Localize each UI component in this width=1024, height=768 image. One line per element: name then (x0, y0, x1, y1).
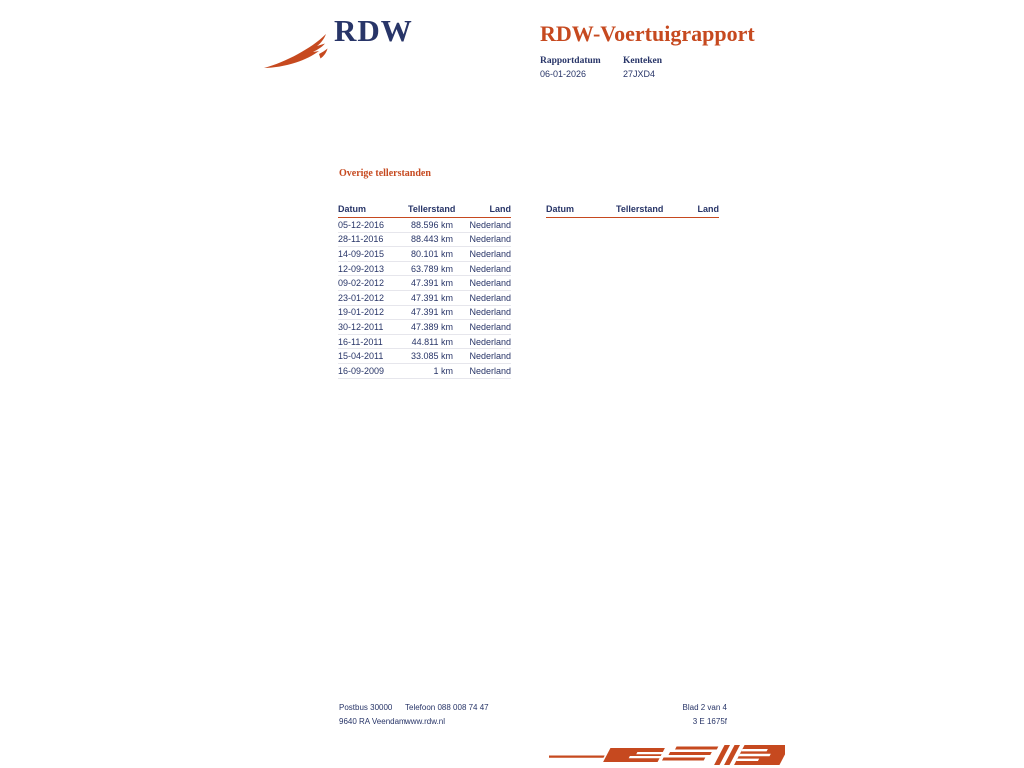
cell-land: Nederland (469, 248, 511, 259)
cell-tellerstand: 44.811 km (411, 336, 453, 347)
table-header-row (338, 204, 511, 218)
cell-land: Nederland (469, 307, 511, 318)
kenteken-value: 27JXD4 (623, 69, 656, 79)
section-heading-overige-tellerstanden: Overige tellerstanden (339, 168, 431, 179)
table-row (338, 247, 511, 262)
cell-tellerstand: 88.596 km (410, 219, 453, 230)
cell-datum: 16-09-2009 (338, 365, 385, 376)
kenteken-label: Kenteken (623, 56, 663, 66)
cell-land: Nederland (469, 219, 511, 230)
rdw-logo-swoosh-icon (263, 30, 331, 70)
table-row (338, 218, 511, 233)
cell-land: Nederland (469, 234, 511, 245)
cell-tellerstand: 33.085 km (410, 351, 453, 362)
column-header-datum: Datum (546, 204, 575, 214)
cell-datum: 28-11-2016 (338, 234, 384, 245)
odometer-table-left (338, 204, 511, 379)
cell-tellerstand: 63.789 km (410, 263, 453, 274)
report-meta (540, 56, 706, 79)
cell-tellerstand: 47.391 km (410, 278, 453, 289)
cell-tellerstand: 1 km (433, 365, 453, 376)
table-row (338, 364, 511, 379)
column-header-land: Land (697, 204, 719, 214)
table-row (338, 291, 511, 306)
column-header-land: Land (489, 204, 511, 214)
cell-tellerstand: 47.391 km (410, 307, 453, 318)
cell-datum: 09-02-2012 (338, 278, 385, 289)
cell-datum: 12-09-2013 (338, 263, 385, 274)
rdw-wordmark: RDW (334, 13, 413, 48)
column-header-tellerstand: Tellerstand (616, 204, 664, 214)
footer-phone: Telefoon 088 008 74 47 (405, 703, 489, 712)
cell-datum: 30-12-2011 (338, 321, 384, 332)
table-row (338, 276, 511, 291)
footer-postbus: Postbus 30000 (339, 703, 393, 712)
rapportdatum-value: 06-01-2026 (540, 69, 587, 79)
table-row (338, 335, 511, 350)
footer-website: www.rdw.nl (405, 717, 446, 726)
footer-form-number: 3 E 1675f (692, 717, 727, 726)
rdw-speed-stripes-icon (549, 744, 785, 766)
footer-city: 9640 RA Veendam (339, 717, 406, 726)
cell-land: Nederland (469, 278, 511, 289)
cell-tellerstand: 47.391 km (410, 292, 453, 303)
table-row (338, 233, 511, 248)
footer-page-indicator: Blad 2 van 4 (682, 703, 727, 712)
column-header-datum: Datum (338, 204, 367, 214)
cell-land: Nederland (469, 351, 511, 362)
cell-land: Nederland (469, 336, 511, 347)
cell-datum: 19-01-2012 (338, 307, 385, 318)
cell-datum: 15-04-2011 (338, 351, 384, 362)
footer-address (339, 701, 406, 729)
footer-contact (405, 701, 489, 729)
cell-land: Nederland (469, 263, 511, 274)
table-row (338, 320, 511, 335)
cell-tellerstand: 88.443 km (410, 234, 453, 245)
cell-datum: 05-12-2016 (338, 219, 385, 230)
rapportdatum-block (540, 56, 623, 79)
table-header-row (546, 204, 719, 218)
column-header-tellerstand: Tellerstand (408, 204, 456, 214)
odometer-table-right (546, 204, 719, 218)
table-row (338, 349, 511, 364)
table-body (338, 218, 511, 379)
rapportdatum-label: Rapportdatum (540, 56, 601, 66)
cell-datum: 16-11-2011 (338, 336, 383, 347)
cell-tellerstand: 47.389 km (410, 321, 453, 332)
cell-land: Nederland (469, 292, 511, 303)
cell-land: Nederland (469, 321, 511, 332)
cell-datum: 14-09-2015 (338, 248, 385, 259)
table-row (338, 306, 511, 321)
cell-datum: 23-01-2012 (338, 292, 385, 303)
footer-page-info (683, 701, 727, 729)
page-title: RDW-Voertuigrapport (540, 21, 755, 46)
cell-tellerstand: 80.101 km (410, 248, 453, 259)
kenteken-block (623, 56, 706, 79)
table-row (338, 262, 511, 277)
cell-land: Nederland (469, 365, 511, 376)
